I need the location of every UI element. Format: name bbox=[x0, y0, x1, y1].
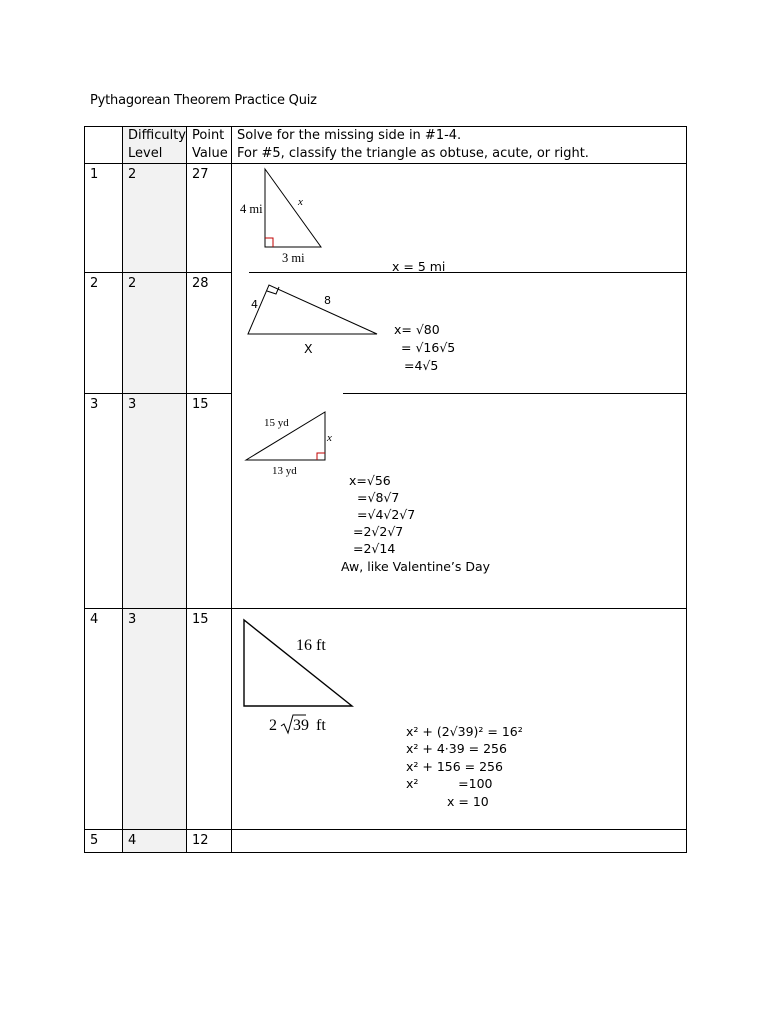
difficulty-cell: 4 bbox=[123, 830, 187, 853]
work-line: x = 10 bbox=[447, 794, 489, 809]
table-row bbox=[85, 830, 687, 853]
work-line: x² + 4·39 = 256 bbox=[406, 741, 507, 756]
work-cell bbox=[232, 164, 687, 273]
triangle-figure-3 bbox=[232, 394, 687, 609]
figure-label-right: x bbox=[327, 432, 332, 444]
difficulty-cell: 3 bbox=[123, 394, 187, 609]
difficulty-cell: 2 bbox=[123, 164, 187, 273]
header-instructions bbox=[232, 127, 687, 164]
points-cell: 27 bbox=[187, 164, 232, 273]
figure-label-bottom: 3 mi bbox=[282, 251, 305, 265]
header-instructions-line1: Solve for the missing side in #1-4. bbox=[237, 128, 462, 143]
figure-label-bottom: X bbox=[304, 341, 313, 356]
work-line: x² + 156 = 256 bbox=[406, 759, 503, 774]
header-instructions-line2: For #5, classify the triangle as obtuse, acute, or right. bbox=[237, 146, 589, 161]
work-line: x=√56 bbox=[349, 473, 391, 488]
figure-label-hyp: 15 yd bbox=[264, 417, 289, 429]
work-line: =√8√7 bbox=[357, 490, 400, 505]
points-cell: 28 bbox=[187, 273, 232, 394]
work-line: = √16√5 bbox=[401, 340, 456, 355]
header-difficulty-line2: Level bbox=[128, 146, 163, 161]
table-row bbox=[85, 394, 687, 609]
points-cell: 12 bbox=[187, 830, 232, 853]
figure-label-bottom: 13 yd bbox=[272, 465, 297, 477]
work-cell bbox=[232, 609, 687, 830]
work-line: x² =100 bbox=[406, 776, 493, 791]
work-line: =4√5 bbox=[404, 358, 439, 373]
work-line: =2√14 bbox=[353, 541, 396, 556]
figure-label-bottom-radicand: 39 bbox=[293, 717, 309, 734]
header-points-line1: Point bbox=[192, 128, 225, 143]
problem-number: 4 bbox=[85, 609, 123, 830]
work-cell bbox=[232, 830, 687, 853]
header-number bbox=[85, 127, 123, 164]
work-line: Aw, like Valentine’s Day bbox=[341, 559, 491, 574]
problem-number: 5 bbox=[85, 830, 123, 853]
problem-number: 3 bbox=[85, 394, 123, 609]
table-row bbox=[85, 273, 687, 394]
figure-label-short-leg: 4 bbox=[251, 298, 258, 311]
triangle-figure-2 bbox=[232, 273, 687, 394]
figure-label-hyp: 16 ft bbox=[296, 637, 326, 654]
work-cell bbox=[232, 273, 687, 394]
problem-number: 2 bbox=[85, 273, 123, 394]
difficulty-cell: 3 bbox=[123, 609, 187, 830]
work-line: x= √80 bbox=[394, 322, 440, 337]
figure-label-long-leg: 8 bbox=[324, 294, 331, 307]
header-points bbox=[187, 127, 232, 164]
work-line: x = 5 mi bbox=[392, 259, 446, 274]
table-row bbox=[85, 609, 687, 830]
header-points-line2: Value bbox=[192, 146, 228, 161]
points-cell: 15 bbox=[187, 609, 232, 830]
work-line: x² + (2√39)² = 16² bbox=[406, 724, 523, 739]
quiz-title: Pythagorean Theorem Practice Quiz bbox=[90, 93, 317, 108]
table-row bbox=[85, 164, 687, 273]
figure-label-left: 4 mi bbox=[240, 202, 263, 216]
work-line: =2√2√7 bbox=[353, 524, 404, 539]
figure-label-hyp: x bbox=[298, 196, 303, 208]
figure-label-bottom-unit: ft bbox=[316, 717, 326, 734]
problem-number: 1 bbox=[85, 164, 123, 273]
header-difficulty bbox=[123, 127, 187, 164]
difficulty-cell: 2 bbox=[123, 273, 187, 394]
figure-label-bottom-coef: 2 bbox=[269, 717, 277, 734]
work-cell bbox=[232, 394, 687, 609]
quiz-table bbox=[84, 126, 687, 853]
points-cell: 15 bbox=[187, 394, 232, 609]
header-row bbox=[85, 127, 687, 164]
header-difficulty-line1: Difficulty bbox=[128, 128, 186, 143]
work-line: =√4√2√7 bbox=[357, 507, 416, 522]
